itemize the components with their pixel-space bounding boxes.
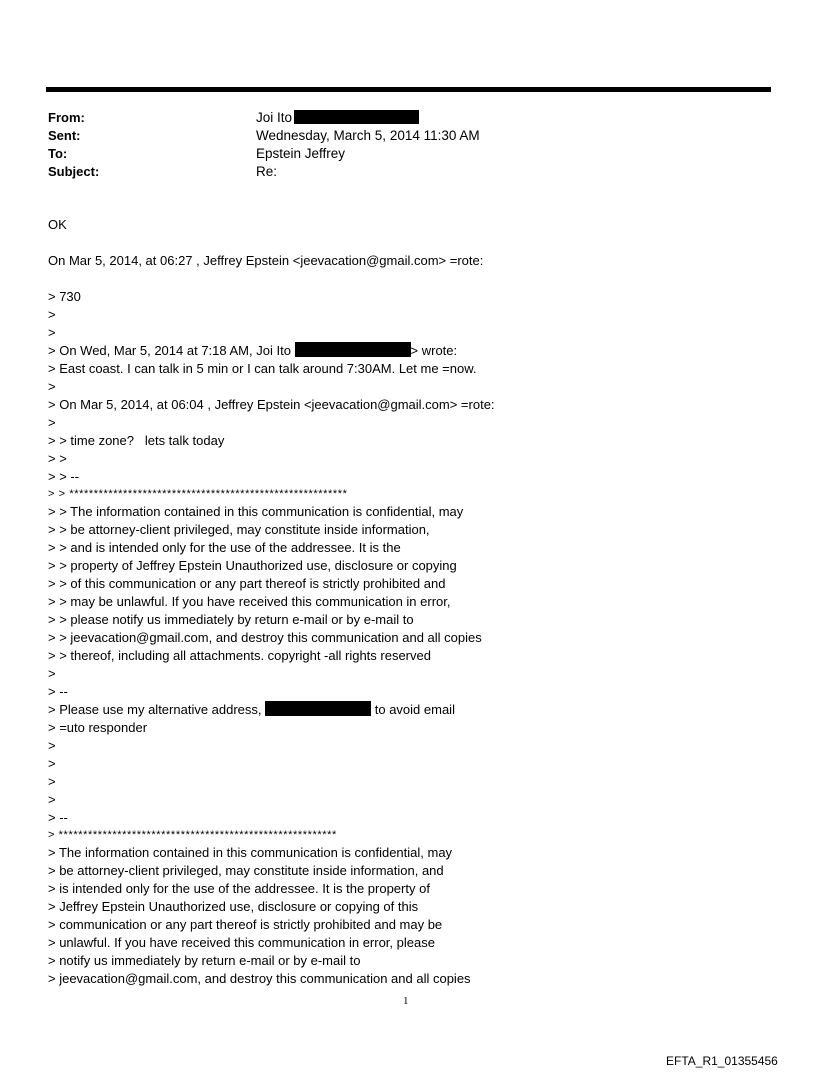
from-value — [256, 109, 419, 127]
body-line: > =uto responder — [48, 720, 148, 735]
subject-value: Re: — [256, 164, 278, 179]
body-line — [48, 701, 455, 719]
body-line: > — [48, 738, 56, 753]
redaction-box — [295, 342, 411, 357]
body-line: > ********************************************************* — [48, 829, 337, 841]
redaction-box — [265, 701, 371, 716]
body-line: > — [48, 756, 56, 771]
body-line: > > and is intended only for the use of the addressee. It is the — [48, 540, 401, 555]
body-line: > > jeevacation@gmail.com, and destroy this communication and all copies — [48, 630, 482, 645]
body-line: > is intended only for the use of the addressee. It is the property of — [48, 881, 430, 896]
body-line: > — [48, 792, 56, 807]
from-name: Joi Ito — [256, 110, 293, 125]
body-line: > > ********************************************************* — [48, 488, 348, 500]
body-line: > > property of Jeffrey Epstein Unauthorized use, disclosure or copying — [48, 558, 457, 573]
redaction-box — [294, 110, 419, 124]
body-line: > Jeffrey Epstein Unauthorized use, disclosure or copying of this — [48, 899, 419, 914]
body-line: > be attorney-client privileged, may constitute inside information, and — [48, 863, 444, 878]
body-line: > > The information contained in this communication is confidential, may — [48, 504, 464, 519]
body-line: > -- — [48, 684, 68, 699]
body-line: > > be attorney-client privileged, may constitute inside information, — [48, 522, 430, 537]
body-line: > — [48, 666, 56, 681]
body-line: > 730 — [48, 289, 81, 304]
body-line: > communication or any part thereof is strictly prohibited and may be — [48, 917, 443, 932]
body-line-part: > Please use my alternative address, — [48, 702, 266, 717]
body-line: > The information contained in this communication is confidential, may — [48, 845, 453, 860]
body-line: > unlawful. If you have received this communication in error, please — [48, 935, 435, 950]
body-line: > > please notify us immediately by return e-mail or by e-mail to — [48, 612, 414, 627]
body-line: > > may be unlawful. If you have received this communication in error, — [48, 594, 451, 609]
body-ok: OK — [48, 217, 67, 232]
body-line: > > of this communication or any part thereof is strictly prohibited and — [48, 576, 446, 591]
to-value: Epstein Jeffrey — [256, 146, 346, 161]
body-line: > -- — [48, 810, 68, 825]
body-line: > > time zone? lets talk today — [48, 433, 225, 448]
body-line-part: to avoid email — [371, 702, 455, 717]
quoted-intro: On Mar 5, 2014, at 06:27 , Jeffrey Epstein <jeevacation@gmail.com> =rote: — [48, 253, 484, 268]
body-line-part: > wrote: — [410, 343, 458, 358]
to-label: To: — [48, 146, 68, 161]
body-line: > > -- — [48, 469, 80, 484]
body-line: > — [48, 379, 56, 394]
sent-label: Sent: — [48, 128, 81, 143]
document-id: EFTA_R1_01355456 — [666, 1054, 778, 1068]
body-line: > — [48, 415, 56, 430]
header-rule — [46, 87, 771, 92]
body-line: > notify us immediately by return e-mail or by e-mail to — [48, 953, 361, 968]
body-line: > > — [48, 451, 67, 466]
page-number: 1 — [403, 995, 409, 1007]
body-line: > On Mar 5, 2014, at 06:04 , Jeffrey Epstein <jeevacation@gmail.com> =rote: — [48, 397, 495, 412]
body-line-part: > On Wed, Mar 5, 2014 at 7:18 AM, Joi Ito — [48, 343, 295, 358]
from-label: From: — [48, 110, 85, 125]
body-line: > jeevacation@gmail.com, and destroy this communication and all copies — [48, 971, 471, 986]
body-line — [48, 342, 457, 360]
body-line: > — [48, 307, 56, 322]
body-line: > — [48, 325, 56, 340]
sent-value: Wednesday, March 5, 2014 11:30 AM — [256, 128, 480, 143]
subject-label: Subject: — [48, 164, 100, 179]
body-line: > — [48, 774, 56, 789]
body-line: > > thereof, including all attachments. copyright -all rights reserved — [48, 648, 431, 663]
body-line: > East coast. I can talk in 5 min or I can talk around 7:30AM. Let me =now. — [48, 361, 477, 376]
